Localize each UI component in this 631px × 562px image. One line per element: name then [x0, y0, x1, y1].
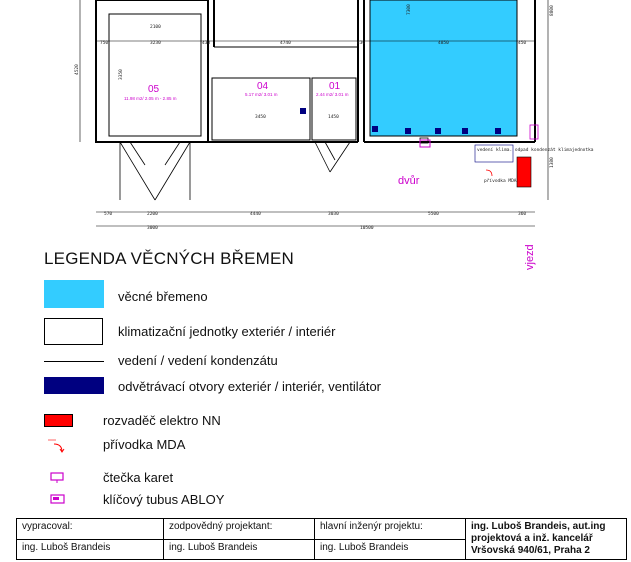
mda-icon	[44, 436, 74, 456]
card-reader-icon	[48, 470, 68, 484]
dim-b2-0: 3000	[147, 226, 158, 231]
legend-label-mda: přívodka MDA	[103, 437, 186, 452]
dim-room05-height: 3350	[119, 69, 124, 80]
dim-b1-2: 4440	[250, 212, 261, 217]
role-responsible-designer: zodpovědný projektant:	[164, 519, 315, 540]
dim-top-6: 450	[518, 41, 527, 46]
dim-room05-width: 2100	[150, 25, 161, 30]
dim-top-3: 4740	[280, 41, 291, 46]
name-responsible-designer: ing. Luboš Brandeis	[164, 539, 315, 560]
room-01-area: 2.44 m2/ 3.01 m	[316, 92, 349, 97]
dim-b2-1: 10500	[360, 226, 374, 231]
dim-right-small: 1380	[550, 157, 555, 168]
legend-swatch-dark	[44, 377, 104, 394]
dim-top-5: 4850	[438, 41, 449, 46]
unit-note: vedení klima. odpad kondenzát klimajednotka	[477, 148, 594, 153]
legend-title: LEGENDA VĚCNÝCH BŘEMEN	[44, 249, 295, 268]
room-05-id: 05	[148, 84, 160, 95]
dim-top-2: 430	[202, 41, 211, 46]
legend-label-lines: vedení / vedení kondenzátu	[118, 353, 278, 368]
entrance-label: vjezd	[524, 244, 536, 270]
yard-label: dvůr	[398, 175, 420, 187]
key-tube-icon	[48, 492, 68, 506]
name-drawn-by: ing. Luboš Brandeis	[17, 539, 164, 560]
dim-b1-4: 5500	[428, 212, 439, 217]
dim-b1-0: 570	[104, 212, 113, 217]
dim-top-1: 3230	[150, 41, 161, 46]
dim-b1-5: 360	[518, 212, 527, 217]
dim-room04-width: 3450	[255, 115, 266, 120]
firm-line-3: Vršovská 940/61, Praha 2	[471, 545, 590, 556]
dim-top-4: 430	[357, 41, 366, 46]
dim-blue-height: 7300	[407, 4, 412, 15]
room-01-id: 01	[329, 81, 341, 92]
legend-swatch-outline	[44, 318, 103, 345]
servitude-area	[370, 0, 517, 136]
dim-right-height: 8800	[550, 5, 555, 16]
dim-room01-width: 1450	[328, 115, 339, 120]
legend-label-servitude: věcné břemeno	[118, 289, 208, 304]
role-drawn-by: vypracoval:	[17, 519, 164, 540]
legend-swatch-red	[44, 414, 73, 427]
legend-swatch-line	[44, 361, 104, 362]
name-chief-engineer: ing. Luboš Brandeis	[315, 539, 466, 560]
legend-label-ac-units: klimatizační jednotky exteriér / interiér	[118, 324, 336, 339]
legend-label-tube: klíčový tubus ABLOY	[103, 492, 225, 507]
legend-label-switchboard: rozvaděč elektro NN	[103, 413, 221, 428]
firm-line-2: projektová a inž. kancelář	[471, 533, 593, 544]
role-chief-engineer: hlavní inženýr projektu:	[315, 519, 466, 540]
room-04-id: 04	[257, 81, 269, 92]
legend-swatch-blue	[44, 280, 104, 308]
room-04-area: 5.17 m2/ 3.01 m	[245, 92, 278, 97]
mda-note: přívodka MDA	[484, 179, 517, 184]
legend-label-reader: čtečka karet	[103, 470, 174, 485]
dim-top-0: 750	[100, 41, 109, 46]
dim-b1-1: 2200	[147, 212, 158, 217]
firm-block	[466, 519, 627, 560]
legend-label-vents: odvětrávací otvory exteriér / interiér, ventilátor	[118, 379, 382, 394]
room-05-area: 11.98 m2/ 2.05 m - 2.85 m	[124, 96, 177, 101]
dim-b1-3: 3030	[328, 212, 339, 217]
firm-line-1: ing. Luboš Brandeis, aut.ing	[471, 521, 606, 532]
signature-table	[16, 518, 627, 560]
dim-left-height: 4520	[75, 64, 80, 75]
